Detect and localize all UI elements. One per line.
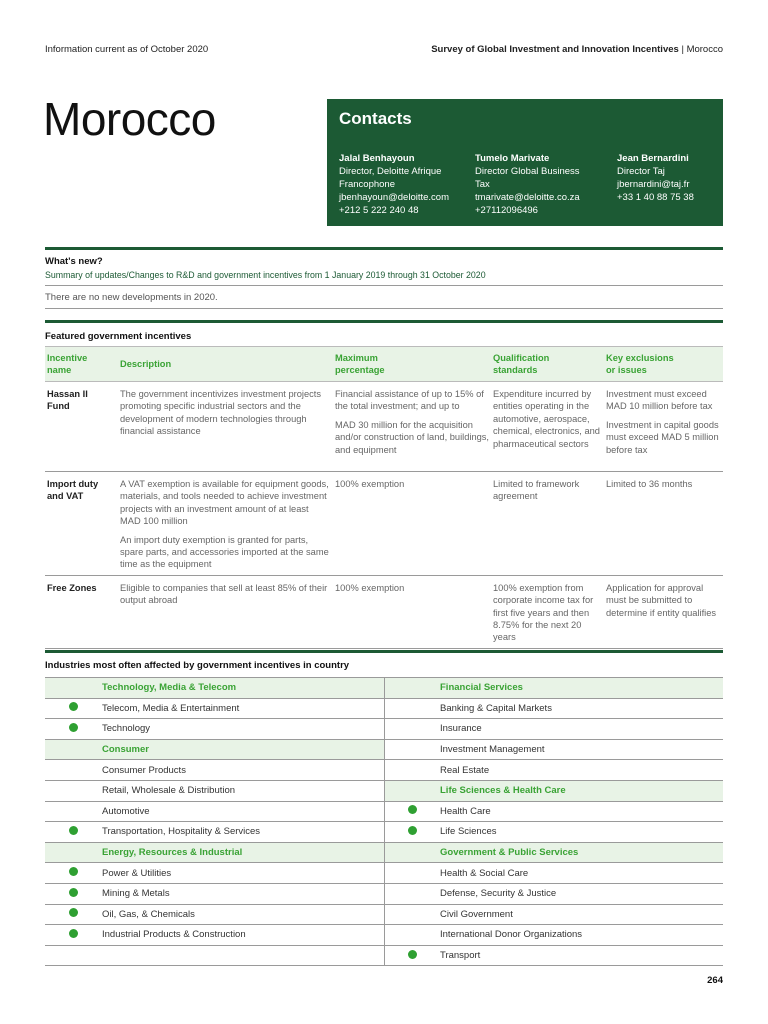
contact-name: Tumelo Marivate	[475, 153, 550, 164]
contact-line: Director Global Business	[475, 166, 580, 177]
incentive-maximum	[333, 575, 491, 648]
header-country: Morocco	[686, 44, 723, 55]
name-line: Free Zones	[47, 582, 97, 593]
cell-paragraph: Application for approval must be submitted to determine if entity qualifies	[606, 582, 717, 618]
industry-item: Life Sciences	[440, 822, 723, 843]
indicator-cell	[45, 904, 102, 925]
incentives-table	[45, 346, 723, 649]
column-header-line: Qualification	[493, 353, 550, 363]
industry-item: Retail, Wholesale & Distribution	[102, 780, 384, 801]
green-dot-icon	[69, 826, 78, 835]
cell-paragraph: 100% exemption	[335, 582, 405, 593]
cell-paragraph: Investment must exceed MAD 10 million before tax	[606, 389, 713, 412]
contact-card	[475, 152, 580, 217]
green-dot-icon	[69, 908, 78, 917]
header-separator: |	[678, 44, 687, 55]
industry-item: International Donor Organizations	[440, 925, 723, 946]
indicator-cell	[45, 842, 102, 863]
indicator-cell	[45, 925, 102, 946]
industry-row	[45, 739, 723, 760]
contacts-title: Contacts	[339, 109, 412, 128]
contact-email[interactable]: jbenhayoun@deloitte.com	[339, 192, 449, 203]
column-header-line: Description	[120, 359, 172, 369]
table-row	[45, 382, 723, 472]
table-row	[45, 472, 723, 576]
indicator-cell	[45, 863, 102, 884]
industry-item: Automotive	[102, 801, 384, 822]
incentive-exclusions	[604, 382, 723, 472]
contact-line: Director Taj	[617, 166, 665, 177]
contact-card	[617, 152, 694, 204]
industry-category: Energy, Resources & Industrial	[102, 842, 384, 863]
incentive-description	[118, 382, 333, 472]
industry-item: Banking & Capital Markets	[440, 698, 723, 719]
industries-table	[45, 677, 723, 966]
incentive-description	[118, 575, 333, 648]
indicator-cell	[45, 760, 102, 781]
green-dot-icon	[69, 867, 78, 876]
industry-category: Technology, Media & Telecom	[102, 678, 384, 699]
industry-category: Financial Services	[440, 678, 723, 699]
industry-item: Real Estate	[440, 760, 723, 781]
indicator-cell	[384, 801, 440, 822]
industry-category: Consumer	[102, 739, 384, 760]
column-header	[604, 347, 723, 382]
cell-paragraph: 100% exemption	[335, 479, 405, 489]
industry-category: Life Sciences & Health Care	[440, 780, 723, 801]
incentive-qualification	[491, 575, 604, 648]
industry-item: Civil Government	[440, 904, 723, 925]
cell-paragraph: Eligible to companies that sell at least 85% of their output abroad	[120, 582, 328, 606]
industry-item: Technology	[102, 719, 384, 740]
column-header	[118, 347, 333, 382]
incentive-qualification	[491, 382, 604, 472]
column-header	[45, 347, 118, 382]
name-line: Hassan II	[47, 389, 88, 399]
industry-item: Health Care	[440, 801, 723, 822]
indicator-cell	[45, 780, 102, 801]
industry-row	[45, 945, 723, 966]
industry-row	[45, 780, 723, 801]
indicator-cell	[384, 925, 440, 946]
cell-paragraph: The government incentivizes investment projects promoting specific industrial sectors and the development of modern technologies through financial assistance	[120, 389, 322, 437]
industry-row	[45, 698, 723, 719]
indicator-cell	[384, 698, 440, 719]
green-dot-icon	[69, 888, 78, 897]
indicator-cell	[45, 822, 102, 843]
whats-new-subtitle: Summary of updates/Changes to R&D and government incentives from 1 January 2019 through 31 October 2020	[45, 270, 486, 280]
column-header-line: or issues	[606, 365, 647, 375]
section-divider	[45, 650, 723, 653]
contact-line: Francophone	[339, 179, 395, 190]
cell-paragraph: Investment in capital goods must exceed MAD 5 million before tax	[606, 419, 719, 455]
indicator-cell	[384, 842, 440, 863]
industry-item: Consumer Products	[102, 760, 384, 781]
contact-phone: +27112096496	[475, 205, 538, 216]
industry-row	[45, 904, 723, 925]
name-line: Fund	[47, 401, 70, 412]
column-header-line: name	[47, 365, 72, 375]
contact-line: Director, Deloitte Afrique	[339, 166, 442, 177]
industry-row	[45, 822, 723, 843]
contact-phone: +33 1 40 88 75 38	[617, 192, 694, 203]
industries-title: Industries most often affected by government incentives in country	[45, 660, 350, 671]
cell-paragraph: Limited to framework agreement	[493, 479, 580, 502]
incentive-description	[118, 472, 333, 576]
featured-incentives-title: Featured government incentives	[45, 331, 192, 342]
contacts-box	[327, 99, 723, 226]
column-header-line: Key exclusions	[606, 353, 674, 363]
header-date: Information current as of October 2020	[45, 44, 209, 55]
industry-row	[45, 719, 723, 740]
whats-new-title: What's new?	[45, 256, 103, 267]
green-dot-icon	[408, 805, 417, 814]
industry-category: Government & Public Services	[440, 842, 723, 863]
contact-card	[339, 152, 449, 217]
incentives-header-row	[45, 347, 723, 382]
industry-row	[45, 801, 723, 822]
industry-item	[102, 945, 384, 966]
industry-row	[45, 760, 723, 781]
cell-paragraph: MAD 30 million for the acquisition and/or construction of land, buildings, and equipment	[335, 419, 490, 455]
incentive-maximum	[333, 472, 491, 576]
name-line: and VAT	[47, 491, 84, 502]
table-row	[45, 575, 723, 648]
incentive-qualification	[491, 472, 604, 576]
industry-row	[45, 678, 723, 699]
industry-item: Transport	[440, 945, 723, 966]
section-divider	[45, 247, 723, 250]
industry-item: Mining & Metals	[102, 883, 384, 904]
incentive-name	[45, 575, 118, 648]
industry-item: Industrial Products & Construction	[102, 925, 384, 946]
cell-paragraph: 100% exemption from corporate income tax for first five years and then 8.75% for the next 20 years	[493, 582, 594, 643]
column-header	[491, 347, 604, 382]
indicator-cell	[45, 678, 102, 699]
cell-paragraph: An import duty exemption is granted for parts, spare parts, and accessories imported at the same time as the equipment	[120, 534, 329, 570]
indicator-cell	[384, 780, 440, 801]
column-header-line: standards	[493, 365, 538, 375]
indicator-cell	[45, 739, 102, 760]
indicator-cell	[45, 698, 102, 719]
column-header	[333, 347, 491, 382]
contact-name: Jean Bernardini	[617, 153, 689, 164]
industry-item: Investment Management	[440, 739, 723, 760]
indicator-cell	[384, 719, 440, 740]
industry-item: Health & Social Care	[440, 863, 723, 884]
industry-item: Power & Utilities	[102, 863, 384, 884]
cell-paragraph: A VAT exemption is available for equipment goods, materials, and tools needed to achieve investment projects with an investment amount of at least MAD 100 million	[120, 479, 329, 527]
incentive-name	[45, 472, 118, 576]
whats-new-text: There are no new developments in 2020.	[45, 292, 218, 303]
contact-phone: +212 5 222 240 48	[339, 205, 419, 216]
indicator-cell	[384, 760, 440, 781]
contact-name: Jalal Benhayoun	[339, 153, 415, 164]
indicator-cell	[45, 883, 102, 904]
cell-paragraph: Financial assistance of up to 15% of the total investment; and up to	[335, 389, 484, 412]
survey-title: Survey of Global Investment and Innovation Incentives	[431, 44, 679, 55]
indicator-cell	[384, 678, 440, 699]
green-dot-icon	[408, 826, 417, 835]
column-header-line: percentage	[335, 365, 385, 375]
column-header-line: Maximum	[335, 353, 378, 363]
column-header-line: Incentive	[47, 353, 88, 363]
green-dot-icon	[69, 702, 78, 711]
contact-email[interactable]: tmarivate@deloitte.co.za	[475, 192, 580, 203]
indicator-cell	[384, 863, 440, 884]
incentive-maximum	[333, 382, 491, 472]
incentive-exclusions	[604, 472, 723, 576]
green-dot-icon	[69, 723, 78, 732]
country-title: Morocco	[43, 93, 216, 145]
divider	[45, 308, 723, 309]
cell-paragraph: Limited to 36 months	[606, 479, 693, 489]
industry-row	[45, 883, 723, 904]
indicator-cell	[384, 945, 440, 966]
indicator-cell	[384, 739, 440, 760]
incentive-name	[45, 382, 118, 472]
page-number: 264	[707, 975, 723, 986]
industry-item: Oil, Gas, & Chemicals	[102, 904, 384, 925]
incentive-exclusions	[604, 575, 723, 648]
industry-item: Transportation, Hospitality & Services	[102, 822, 384, 843]
indicator-cell	[45, 945, 102, 966]
indicator-cell	[384, 883, 440, 904]
header-survey-title	[431, 44, 723, 55]
divider	[45, 285, 723, 286]
section-divider	[45, 320, 723, 323]
green-dot-icon	[408, 950, 417, 959]
industry-item: Telecom, Media & Entertainment	[102, 698, 384, 719]
cell-paragraph: Expenditure incurred by entities operating in the automotive, aerospace, chemical, electronics, and pharmaceutical sectors	[493, 389, 600, 449]
contact-email[interactable]: jbernardini@taj.fr	[617, 179, 690, 190]
industry-row	[45, 863, 723, 884]
name-line: Import duty	[47, 479, 99, 489]
industry-item: Insurance	[440, 719, 723, 740]
industry-row	[45, 842, 723, 863]
contact-line: Tax	[475, 179, 490, 190]
green-dot-icon	[69, 929, 78, 938]
indicator-cell	[384, 904, 440, 925]
indicator-cell	[45, 801, 102, 822]
industry-item: Defense, Security & Justice	[440, 883, 723, 904]
industry-row	[45, 925, 723, 946]
indicator-cell	[45, 719, 102, 740]
indicator-cell	[384, 822, 440, 843]
